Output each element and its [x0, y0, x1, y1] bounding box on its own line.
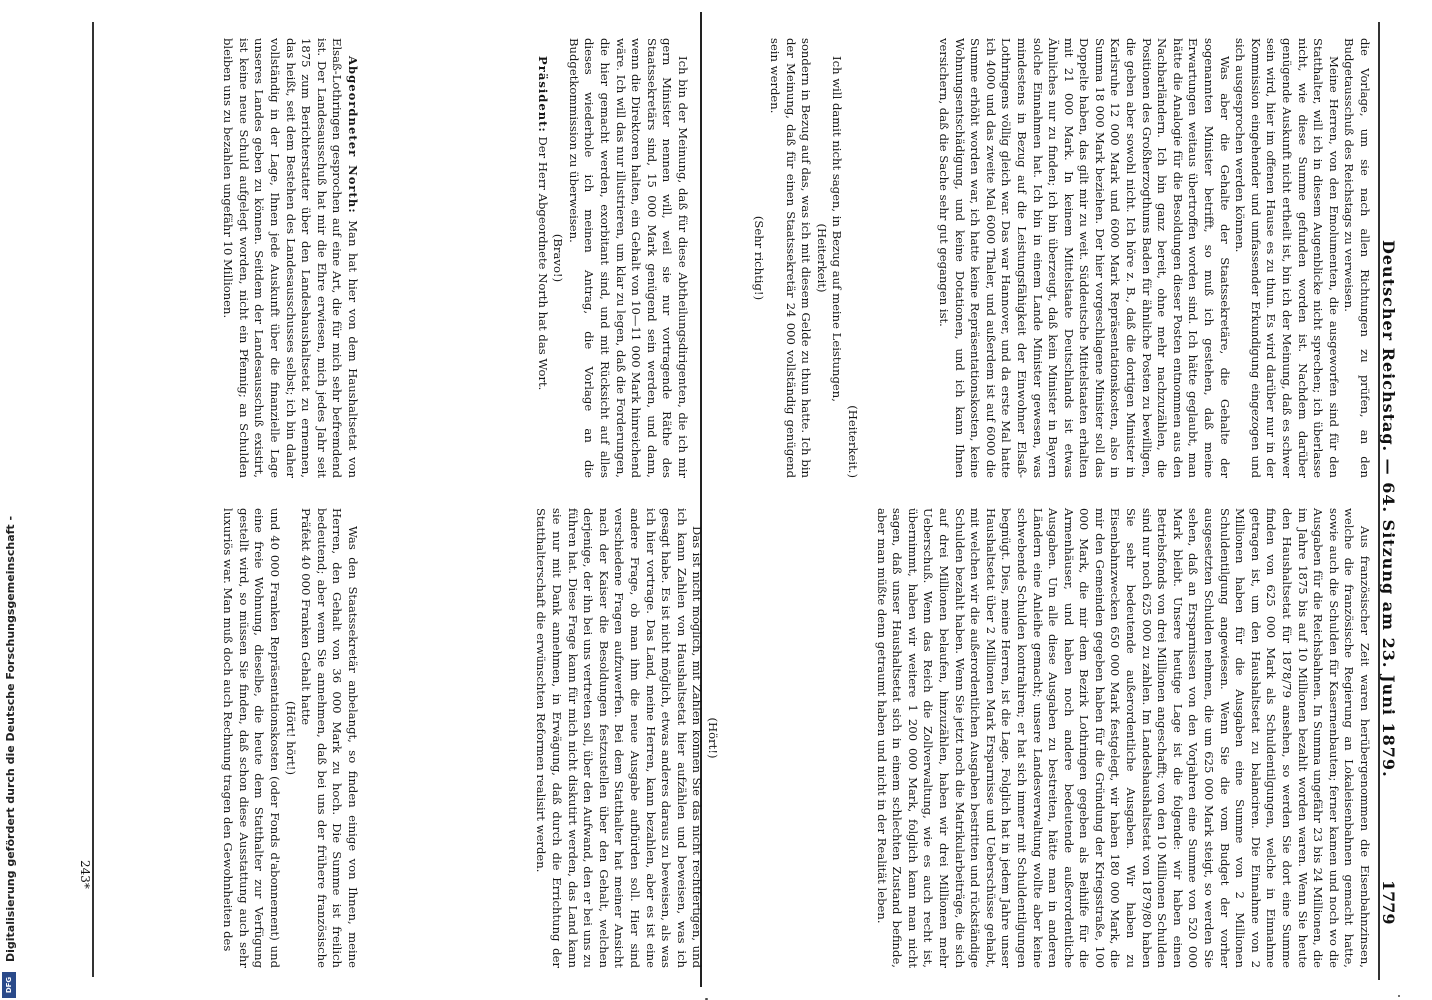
right-column-block: [220, 508, 360, 968]
digitization-credit: Digitalisierung gefördert durch die Deutsche Forschungsgemeinschaft -: [4, 515, 17, 962]
right-paragraph: Das ist nicht möglich, mit Zahlen können Sie das nicht rechtfertigen, und ich kann Zahlen von Haushaltsetat hier aufzählen und beweisen, was ich gesagt habe. Es ist nicht möglich, etwas anderes daraus zu beweisen, als was ich hier vortrage. Das Land, meine Herren, kann bezahlen, aber es ist eine andere Frage, ob man ihm die neue Ausgabe aufbürden soll. Hier sind verschiedene Fragen aufzuwerfen. Bei dem Statthalter hat meiner Ansicht nach der Kaiser die Besoldungen festzustellen über den Gehalt, welchen derjenige, der ihn bei uns vertreten soll, über den Aufwand, den er bei uns zu führen hat. Diese Frage kann für mich nicht diskutirt werden, das Land kann sie nur mit Dank annehmen, in Erwägung, daß durch die Errichtung der Statthalterschaft die erwünschten Reformen realisirt werden.: [534, 508, 705, 968]
left-column: [936, 38, 1372, 478]
right-interjection: (Hört! hört!): [283, 701, 298, 775]
right-paragraph: Aus französischer Zeit waren herübergenommen die Eisenbahnzinsen, welche die französische Regierung an Lokaleisenbahnen gemacht hatte, sowie auch die Schulden für Kasernenbauten; ferner kamen und noch wo die Ausgaben für die Reichsbahnen. In Summa ungefähr 23 bis 24 Millionen, die im Jahre 1875 bis auf 10 Millionen bezahlt worden waren. Wenn Sie heute den Haushaltsetat für 1878/79 ansehen, so werden Sie dort eine Summe finden von 625 000 Mark als Schuldentilgungen, welche in Einnahme getragen ist, um den Haushaltsetat zu balanciren. Die Einnahme von 2 Millionen haben für die Ausgaben eine Summe von 2 Millionen Schuldentilgung angewiesen. Wenn Sie die vom Budget der vorher ausgesetzten Schulden nehmen, die um 625 000 Mark steigt, so werden Sie sehen, daß an Ersparnissen von den Vorjahren eine Summe von 520 000 Mark bleibt. Unsere heutige Lage ist die folgende: wir haben einen Betriebsfonds von drei Millionen angeschafft; von den 10 Millionen Schulden sind nur noch 625 000 zu zahlen. Im Landeshaushaltsetat von 1879/80 haben Sie sehr bedeutende außerordentliche Ausgaben. Wir haben zu Eisenbahnzwecken 650 000 Mark festgelegt, wir haben 180 000 Mark, die mir den Gemeinden gegeben haben für die Gründung der Kriegsstraße, 100 000 Mark, die mir dem Bezirk Lothringen gegeben als Beihilfe für die Armenhäuser, und haben noch andere bedeutende außerordentliche Ausgaben. Um alle diese Ausgaben zu bestreiten, hätte man in anderen Ländern eine Anleihe gemacht; unsere Landesverwaltung wollte aber keine schwebende Schulden kontrahiren; er hat sich immer mit Schuldentilgungen begnügt. Dies, meine Herren, ist die Lage. Folglich hat in jedem Jahre unser Haushaltsetat über 2 Millionen Mark Ersparnisse und Ueberschüsse gehabt, mit welchen wir die außerordentlichen Ausgaben bestritten und rückständige Schulden bezahlt haben. Wenn Sie jetzt noch die Matrikularbeiträge, die sich auf drei Millionen belaufen, hinzuzählen, haben wir drei Millionen mehr Ueberschuß. Wenn das Reich die Zollverwaltung, wie es auch recht ist, übernimmt, haben wir weitere 1 200 000 Mark, folglich kann man nicht sagen, daß unser Haushaltsetat sich in einem schlechten Zustand befinde, aber man müßte denn getraumt haben und nicht in der Realität leben.: [874, 508, 1372, 968]
header-rule: [1378, 22, 1380, 980]
left-column-speaker: [220, 38, 360, 478]
president-label: Präsident:: [535, 56, 550, 133]
left-paragraph: Ich will damit nicht sagen, in Bezug auf meine Leistungen,: [830, 56, 845, 402]
left-paragraph: sondern in Bezug auf das, was ich mit diesem Gelde zu thun hatte. Ich bin der Meinung, daß für einen Staatssekretär 24 000 vollständig genügend sein werden.: [768, 38, 814, 478]
speaker-label: Abgeordneter North:: [346, 56, 360, 214]
left-paragraph: Was aber die Gehalte der Staatssekretäre, die Gehalte der sogenannten Minister betrifft, so muß ich gestehen, daß meine Erwartungen weitaus übertroffen worden sind. Ich hätte geglaubt, man hätte die Analogie für die Besoldungen dieser Posten entnommen aus den Nachbarländern. Ich bin ganz bereit, ohne mehr nachzuzählen, die Positionen des Großherzogthums Baden für ähnliche Posten zu bewilligen, die geben aber sowohl nicht. Ich höre z. B., daß die dortigen Minister in Karlsruhe 12 000 Mark und 6000 Mark Repräsentationskosten, also in Summa 18 000 Mark beziehen. Der hier vorgeschlagene Minister soll das Doppelte haben, das gilt mir zu weit. Süddeutsche Mittelstaaten erhalten mit 21 000 Mark. In keinem Mittelstaate Deutschlands ist etwas Ähnliches nur zu finden; ich bin überzeugt, daß kein Minister in Bayern solche Einnahmen hat. Ich bin in einem Lande Minister gewesen, was mindestens in Bezug auf die Leistungsfähigkeit der Einwohner Elsaß-Lothringens völlig gleich war. Das war Hannover, und da erste Mal hatte ich 4000 und das zweite Mal 6000 Thaler, und außerdem ist auf 6000 die Summe erhöht worden war, ich hatte keine Repräsentationskosten, keine Wohnungsentschädigung, und keine Dotationen, und ich kann Ihnen versichern, daß die Sache sehr gut gegangen ist.: [936, 38, 1232, 478]
right-column-block: [874, 508, 1372, 968]
left-interjection: (Bravo!): [551, 233, 566, 283]
left-interjection: (Heiterkeit): [814, 223, 829, 293]
left-column-lower: [534, 38, 690, 478]
president-remark: [534, 38, 550, 478]
president-text: Der Herr Abgeordnete North hat das Wort.: [535, 136, 550, 391]
left-paragraph: Meine Herren, von den Emolumenten, die ausgeworfen sind für den Statthalter, will ich in diesem Augenblicke nicht sprechen; ich überlasse nicht, wie diese Summe gefunden worden ist. Nachdem darüber genügende Auskunft nicht ertheilt ist, bin ich der Meinung, daß es schwer sein wird, hier im offenen Hause es zu thun. Es wird darüber nur in der Kommission eingehender und umfassender Erkundigung eingezogen und sich ausgesprochen werden können.: [1233, 38, 1341, 478]
right-paragraph: und 40 000 Franken Repräsentationskosten (oder Fonds d'abonnement) und eine freie Wohnung, dieselbe, die heute dem Statthalter zur Verfügung gestellt wird, so müssen Sie finden, daß schon diese Ausstattung auch sehr luxuriös war. Man muß doch auch Rechnung tragen den Gewohnheiten des: [221, 508, 283, 968]
scan-speck: [1398, 995, 1400, 997]
dfg-logo-text: DFG: [5, 976, 13, 994]
edge-rule: [92, 22, 94, 977]
speaker-text: Man hat hier von dem Haushaltsetat von Elsaß-Lothringen gesprochen auf eine Art, die für mich sehr befremdend ist. Der Landesausschuß hat mir die Ehre erwiesen, mich jedes Jahr seit 1875 zum Berichterstatter über den Landeshaushaltsetat zu ernennen, das heißt, seit dem Bestehen des Landesausschusses selbst; ich bin daher vollständig in der Lage, Ihnen jede Auskunft über die finanzielle Lage unseres Landes geben zu können. Seitdem der Landesausschuß existirt, ist keine neue Schuld aufgelegt worden, nicht ein Pfennig; an Schulden bleiben uns zu bezahlen ungefähr 10 Millionen.: [221, 38, 360, 478]
left-paragraph: Ich bin der Meinung, daß für diese Abtheilungsdirigenten, die ich mir gern Minister nennen will, weil sie nur vortragende Räthe des Staatssekretärs sind, 15 000 Mark genügend sein werden, und dann, wenn die Direktoren halten, ein Gehalt von 10—11 000 Mark hinreichend wäre. Ich will das nur illustrieren, um klar zu legen, daß die Forderungen, die hier gemacht werden, exorbitant sind, und mit Rücksicht auf alles dieses wiederhole ich meinen Antrag, die Vorlage an die Budgetkommission zu überweisen.: [566, 38, 690, 478]
dfg-logo: [2, 972, 16, 998]
left-interjection: (Heiterkeit.): [846, 405, 860, 478]
right-paragraph: Was den Staatssekretär anbelangt, so finden einige von Ihnen, meine Herren, den Gehalt von 36 000 Mark zu hoch. Die Summe ist freilich bedeutend; aber wenn Sie annehmen, daß bei uns der frühere französische Präfekt 40 000 Franken Gehalt hatte: [299, 508, 360, 968]
left-interjection: (Sehr richtig!): [752, 215, 767, 301]
left-column-continued: [751, 38, 860, 478]
page-number: 1779: [1379, 880, 1398, 925]
left-paragraph: die Vorlage, um sie nach allen Richtungen zu prüfen, an den Budgetausschuß des Reichstags zu verweisen.: [1342, 38, 1372, 478]
right-column-block: [533, 508, 720, 968]
speaker-remark: [220, 38, 360, 478]
right-interjection: (Hört!): [706, 717, 720, 759]
page-header-title: Deutscher Reichstag. — 64. Sitzung am 23. Juni 1879.: [1379, 240, 1398, 778]
signature-mark: 243*: [78, 860, 92, 889]
